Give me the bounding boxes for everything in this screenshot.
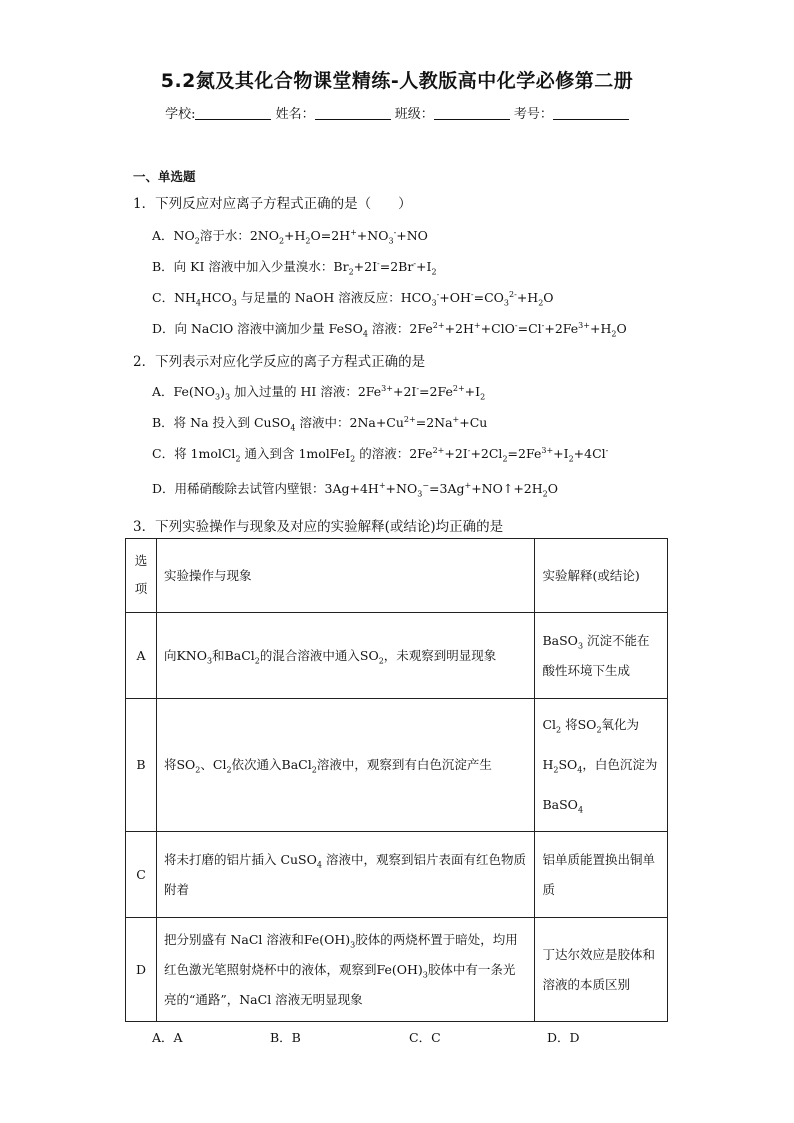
header-option: 选项 xyxy=(126,539,157,613)
question-3-stem: 3．下列实验操作与现象及对应的实验解释(或结论)均正确的是 xyxy=(133,519,504,535)
explanation-cell: 铝单质能置换出铜单质 xyxy=(535,832,668,918)
name-blank[interactable] xyxy=(315,107,391,120)
question-2-option-a[interactable]: A．$Fe(NO_3)_3$ 加入过量的 HI 溶液：$2Fe^{3+}+2I^-=2Fe^{2+}+I_2$ xyxy=(152,383,486,402)
row-label: C xyxy=(126,832,157,918)
answer-option-d[interactable]: D．D xyxy=(547,1030,580,1045)
school-blank[interactable] xyxy=(195,107,271,120)
number-blank[interactable] xyxy=(553,107,629,120)
question-1-option-b[interactable]: B．向 KI 溶液中加入少量溴水：$Br_2+2I^-=2Br^-+I_2$ xyxy=(152,258,437,277)
student-info-line xyxy=(0,103,794,122)
question-2-stem: 2．下列表示对应化学反应的离子方程式正确的是 xyxy=(133,354,426,370)
explanation-cell: 丁达尔效应是胶体和溶液的本质区别 xyxy=(535,918,668,1022)
question-2-option-b[interactable]: B．将 Na 投入到 CuSO$_4$ 溶液中：$2Na+Cu^{2+}=2Na^++Cu$ xyxy=(152,414,488,433)
school-label: 学校: xyxy=(165,107,196,122)
answer-option-c[interactable]: C．C xyxy=(409,1030,441,1045)
class-blank[interactable] xyxy=(434,107,510,120)
table-row-c xyxy=(126,832,668,918)
row-label: A xyxy=(126,613,157,699)
row-label: B xyxy=(126,699,157,832)
header-operation: 实验操作与现象 xyxy=(156,539,535,613)
question-2-option-d[interactable]: D．用稀硝酸除去试管内壁银：$3Ag+4H^++NO_3^-=3Ag^++NO↑+2H_2O$ xyxy=(152,480,558,499)
table-row-a xyxy=(126,613,668,699)
operation-cell: 向$KNO_3$和BaCl$_2$的混合溶液中通入$SO_2$，未观察到明显现象 xyxy=(156,613,535,699)
answer-option-a[interactable]: A．A xyxy=(152,1030,183,1045)
row-label: D xyxy=(126,918,157,1022)
answer-option-b[interactable]: B．B xyxy=(270,1030,301,1045)
table-row-d xyxy=(126,918,668,1022)
operation-cell: 将$SO_2$、$Cl_2$依次通入BaCl$_2$溶液中，观察到有白色沉淀产生 xyxy=(156,699,535,832)
header-explanation: 实验解释(或结论) xyxy=(535,539,668,613)
experiment-table xyxy=(125,538,668,1022)
number-label: 考号： xyxy=(513,107,553,122)
operation-cell: 把分别盛有 NaCl 溶液和$Fe(OH)_3$胶体的两烧杯置于暗处，均用红色激光笔照射烧杯中的液体，观察到$Fe(OH)_3$胶体中有一条光亮的“通路”，NaCl 溶液无明显现象 xyxy=(156,918,535,1022)
explanation-cell: $Cl_2$ 将$SO_2$氧化为$H_2SO_4$，白色沉淀为BaSO$_4$ xyxy=(535,699,668,832)
table-row-b xyxy=(126,699,668,832)
question-1-option-c[interactable]: C．$NH_4HCO_3$ 与足量的 NaOH 溶液反应：$HCO_3^-+OH^-=CO_3^{2-}+H_2O$ xyxy=(152,289,554,308)
explanation-cell: BaSO$_3$ 沉淀不能在酸性环境下生成 xyxy=(535,613,668,699)
question-1-option-a[interactable]: A．$NO_2$溶于水：$2NO_2+H_2O=2H^++NO_3^-+NO$ xyxy=(152,227,428,246)
name-label: 姓名： xyxy=(275,107,315,122)
question-2-option-c[interactable]: C．将 1molCl$_2$ 通入到含 1molFeI$_2$ 的溶液：$2Fe^{2+}+2I^-+2Cl_2=2Fe^{3+}+I_2+4Cl^-$ xyxy=(152,445,609,464)
operation-cell: 将未打磨的铝片插入 CuSO$_4$ 溶液中，观察到铝片表面有红色物质附着 xyxy=(156,832,535,918)
page-title: 5.2氮及其化合物课堂精练-人教版高中化学必修第二册 xyxy=(160,70,634,92)
question-1-stem: 1．下列反应对应离子方程式正确的是（ ） xyxy=(133,196,412,212)
section-heading: 一、单选题 xyxy=(133,169,196,184)
table-header-row xyxy=(126,539,668,613)
question-1-option-d[interactable]: D．向 NaClO 溶液中滴加少量 FeSO$_4$ 溶液：$2Fe^{2+}+2H^++ClO^-=Cl^-+2Fe^{3+}+H_2O$ xyxy=(152,320,627,339)
class-label: 班级： xyxy=(394,107,434,122)
